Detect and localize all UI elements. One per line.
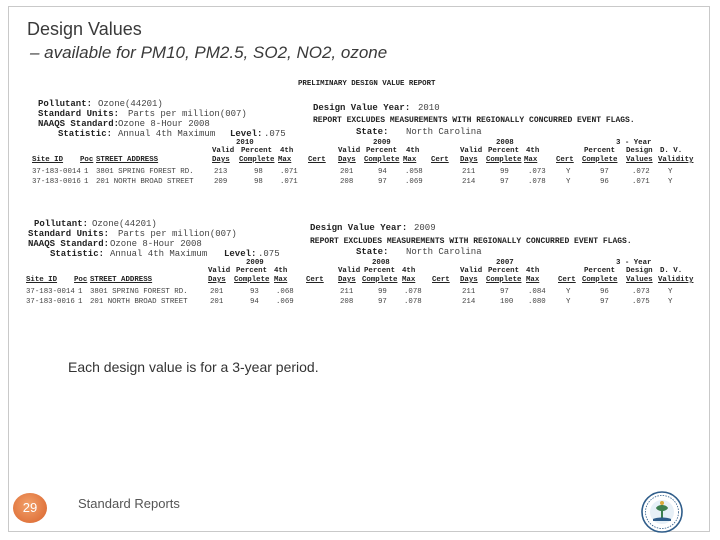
days-header: Days	[338, 276, 356, 284]
table-row-value: .075	[632, 298, 650, 306]
percent-header: Percent	[366, 147, 398, 155]
table-row-value: Y	[668, 288, 673, 296]
valid-header: Valid	[208, 267, 231, 275]
table-row-value: 93	[250, 288, 259, 296]
table-row-value: 99	[378, 288, 387, 296]
table-row-value: .068	[276, 288, 294, 296]
table-row-cert: Y	[566, 288, 571, 296]
pollutant-value: Ozone(44201)	[98, 99, 163, 109]
table-row-value: Y	[668, 178, 673, 186]
max-header: Max	[526, 276, 540, 284]
street-header: STREET ADDRESS	[96, 156, 159, 164]
three-year-header: 3 - Year	[616, 259, 652, 267]
values-header: Values	[626, 156, 653, 164]
validity-header: Validity	[658, 276, 694, 284]
values-header: Values	[626, 276, 653, 284]
poc-header: Poc	[74, 276, 88, 284]
state-label: State:	[356, 247, 389, 257]
naaqs-value: Ozone 8-Hour 2008	[118, 119, 210, 129]
max-header: Max	[402, 276, 416, 284]
complete-header: Complete	[582, 156, 618, 164]
days-header: Days	[212, 156, 230, 164]
max-header: Max	[403, 156, 417, 164]
fourth-header: 4th	[280, 147, 294, 155]
table-row-value: .072	[632, 168, 650, 176]
year-header-1: 2010	[236, 139, 254, 147]
level-value: .075	[258, 249, 280, 259]
fourth-header: 4th	[526, 147, 540, 155]
cert-header: Cert	[556, 156, 574, 164]
design-header: Design	[626, 147, 653, 155]
table-row-value: .071	[280, 168, 298, 176]
valid-header: Valid	[460, 147, 483, 155]
table-row-poc: 1	[84, 178, 89, 186]
table-row-poc: 1	[84, 168, 89, 176]
report-banner: PRELIMINARY DESIGN VALUE REPORT	[298, 80, 436, 88]
epa-seal-icon	[640, 490, 684, 534]
pollutant-label: Pollutant:	[34, 219, 89, 229]
days-header: Days	[460, 276, 478, 284]
table-row-value: 211	[462, 288, 476, 296]
cert-header: Cert	[558, 276, 576, 284]
complete-header: Complete	[234, 276, 270, 284]
fourth-header: 4th	[526, 267, 540, 275]
table-row-value: 99	[500, 168, 509, 176]
percent-header: Percent	[584, 147, 616, 155]
table-row-value: 97	[600, 168, 609, 176]
year-header-2: 2008	[372, 259, 390, 267]
table-row-street: 201 NORTH BROAD STREET	[96, 178, 194, 186]
percent-header: Percent	[241, 147, 273, 155]
design-value-report-2009	[22, 214, 704, 314]
units-value: Parts per million(007)	[128, 109, 247, 119]
table-row-value: 208	[340, 178, 354, 186]
units-label: Standard Units:	[38, 109, 120, 119]
pollutant-value: Ozone(44201)	[92, 219, 157, 229]
days-header: Days	[338, 156, 356, 164]
max-header: Max	[524, 156, 538, 164]
dv-year-value: 2010	[418, 103, 440, 113]
table-row-value: 211	[340, 288, 354, 296]
dv-header: D. V.	[660, 267, 683, 275]
table-row-value: 94	[250, 298, 259, 306]
dv-year-label: Design Value Year:	[313, 103, 411, 113]
statistic-label: Statistic:	[58, 129, 113, 139]
state-value: North Carolina	[406, 127, 482, 137]
fourth-header: 4th	[406, 147, 420, 155]
max-header: Max	[274, 276, 288, 284]
table-row-street: 3801 SPRING FOREST RD.	[90, 288, 188, 296]
cert-header: Cert	[306, 276, 324, 284]
state-label: State:	[356, 127, 389, 137]
table-row-value: 98	[254, 168, 263, 176]
valid-header: Valid	[212, 147, 235, 155]
complete-header: Complete	[362, 276, 398, 284]
street-header: STREET ADDRESS	[90, 276, 153, 284]
table-row-value: 96	[600, 288, 609, 296]
year-header-1: 2009	[246, 259, 264, 267]
page-number-badge	[13, 493, 47, 523]
statistic-label: Statistic:	[50, 249, 105, 259]
excludes-note: REPORT EXCLUDES MEASUREMENTS WITH REGIONALLY CONCURRED EVENT FLAGS.	[313, 116, 635, 125]
table-row-poc: 1	[78, 288, 83, 296]
dv-year-label: Design Value Year:	[310, 223, 408, 233]
level-label: Level:	[230, 129, 263, 139]
units-value: Parts per million(007)	[118, 229, 237, 239]
page-number: 29	[22, 500, 38, 515]
table-row-value: .073	[528, 168, 546, 176]
table-row-value: 201	[340, 168, 354, 176]
table-row-value: Y	[668, 298, 673, 306]
table-row-site: 37-183-0014	[32, 168, 81, 176]
table-row-value: .080	[528, 298, 546, 306]
three-year-header: 3 - Year	[616, 139, 652, 147]
table-row-value: 209	[214, 178, 228, 186]
days-header: Days	[460, 156, 478, 164]
complete-header: Complete	[239, 156, 275, 164]
valid-header: Valid	[460, 267, 483, 275]
table-row-site: 37-183-0016	[26, 298, 75, 306]
fourth-header: 4th	[402, 267, 416, 275]
table-row-cert: Y	[566, 178, 571, 186]
level-label: Level:	[224, 249, 257, 259]
design-value-report-2010	[28, 76, 704, 192]
naaqs-value: Ozone 8-Hour 2008	[110, 239, 202, 249]
percent-header: Percent	[236, 267, 268, 275]
year-header-3: 2008	[496, 139, 514, 147]
units-label: Standard Units:	[28, 229, 110, 239]
slide-title: Design Values	[27, 19, 142, 39]
percent-header: Percent	[364, 267, 396, 275]
cert-header: Cert	[431, 156, 449, 164]
table-row-site: 37-183-0014	[26, 288, 75, 296]
valid-header: Valid	[338, 147, 361, 155]
table-row-value: 214	[462, 298, 476, 306]
table-row-value: .071	[632, 178, 650, 186]
complete-header: Complete	[582, 276, 618, 284]
table-row-value: .078	[404, 298, 422, 306]
year-header-2: 2009	[373, 139, 391, 147]
design-value-note: Each design value is for a 3-year period.	[68, 359, 319, 375]
table-row-cert: Y	[566, 168, 571, 176]
validity-header: Validity	[658, 156, 694, 164]
state-value: North Carolina	[406, 247, 482, 257]
percent-header: Percent	[584, 267, 616, 275]
complete-header: Complete	[364, 156, 400, 164]
dv-header: D. V.	[660, 147, 683, 155]
table-row-value: 97	[378, 178, 387, 186]
table-row-value: Y	[668, 168, 673, 176]
table-row-value: 214	[462, 178, 476, 186]
complete-header: Complete	[486, 276, 522, 284]
year-header-3: 2007	[496, 259, 514, 267]
table-row-street: 201 NORTH BROAD STREET	[90, 298, 188, 306]
table-row-value: 97	[600, 298, 609, 306]
dv-year-value: 2009	[414, 223, 436, 233]
table-row-poc: 1	[78, 298, 83, 306]
table-row-value: 98	[254, 178, 263, 186]
poc-header: Poc	[80, 156, 94, 164]
pollutant-label: Pollutant:	[38, 99, 93, 109]
naaqs-label: NAAQS Standard:	[28, 239, 110, 249]
slide-subtitle: – available for PM10, PM2.5, SO2, NO2, ozone	[30, 43, 388, 62]
table-row-value: .069	[405, 178, 423, 186]
site-id-header: Site ID	[32, 156, 64, 164]
table-row-value: .058	[405, 168, 423, 176]
statistic-value: Annual 4th Maximum	[110, 249, 208, 259]
table-row-value: .071	[280, 178, 298, 186]
naaqs-label: NAAQS Standard:	[38, 119, 120, 129]
table-row-value: 208	[340, 298, 354, 306]
fourth-header: 4th	[274, 267, 288, 275]
table-row-value: 97	[500, 178, 509, 186]
table-row-cert: Y	[566, 298, 571, 306]
days-header: Days	[208, 276, 226, 284]
table-row-value: 96	[600, 178, 609, 186]
table-row-value: 211	[462, 168, 476, 176]
percent-header: Percent	[488, 267, 520, 275]
table-row-value: .069	[276, 298, 294, 306]
table-row-site: 37-183-0016	[32, 178, 81, 186]
table-row-value: 94	[378, 168, 387, 176]
table-row-value: 97	[500, 288, 509, 296]
table-row-value: .084	[528, 288, 546, 296]
site-id-header: Site ID	[26, 276, 58, 284]
table-row-value: .078	[528, 178, 546, 186]
cert-header: Cert	[432, 276, 450, 284]
cert-header: Cert	[308, 156, 326, 164]
table-row-value: 201	[210, 288, 224, 296]
table-row-value: 97	[378, 298, 387, 306]
table-row-value: 100	[500, 298, 514, 306]
table-row-value: 201	[210, 298, 224, 306]
table-row-value: .078	[404, 288, 422, 296]
percent-header: Percent	[488, 147, 520, 155]
valid-header: Valid	[338, 267, 361, 275]
complete-header: Complete	[486, 156, 522, 164]
excludes-note: REPORT EXCLUDES MEASUREMENTS WITH REGIONALLY CONCURRED EVENT FLAGS.	[310, 237, 632, 246]
footer-text: Standard Reports	[78, 496, 180, 511]
table-row-street: 3801 SPRING FOREST RD.	[96, 168, 194, 176]
statistic-value: Annual 4th Maximum	[118, 129, 216, 139]
design-header: Design	[626, 267, 653, 275]
level-value: .075	[264, 129, 286, 139]
table-row-value: 213	[214, 168, 228, 176]
max-header: Max	[278, 156, 292, 164]
table-row-value: .073	[632, 288, 650, 296]
